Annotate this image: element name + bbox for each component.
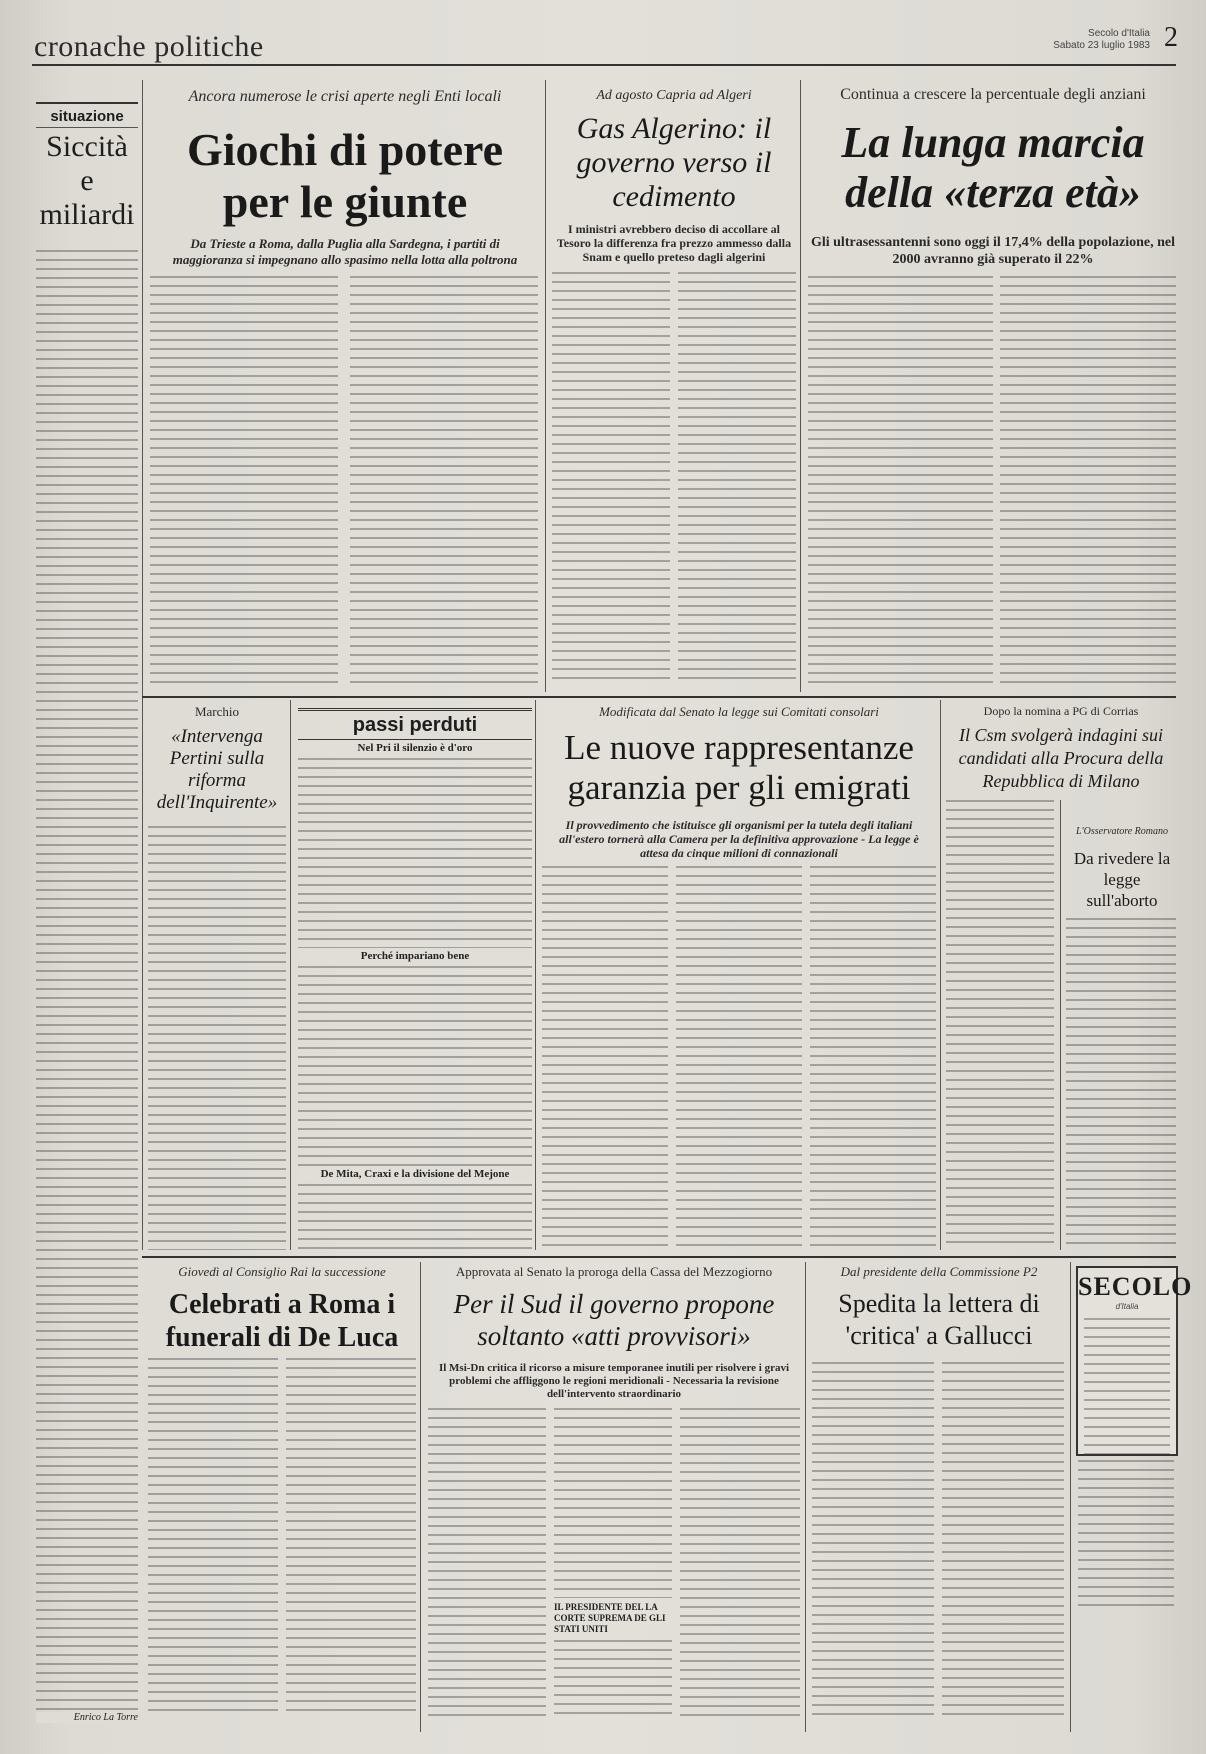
giunte-body-col2 <box>350 276 538 686</box>
passi-label: passi perduti <box>352 714 478 736</box>
passi-body-3 <box>298 1184 532 1250</box>
anziani-body-col1 <box>808 276 993 686</box>
deluca-title: Celebrati a Roma i funerali di De Luca <box>165 1289 399 1353</box>
masthead-info <box>1053 28 1150 52</box>
section-rule <box>142 696 1176 698</box>
column-divider <box>290 700 291 1250</box>
column-divider <box>940 700 941 1250</box>
header-rule <box>32 64 1176 66</box>
emigrati-body-col3 <box>810 866 936 1250</box>
secolo-logo: SECOLO <box>1078 1272 1193 1301</box>
giunte-kicker: Ancora numerose le crisi aperte negli Enti locali <box>188 88 502 105</box>
deluca-body-col2 <box>286 1358 416 1718</box>
gas-body-col2 <box>678 272 796 686</box>
marchio-body <box>148 826 286 1250</box>
secolo-credits <box>1084 1318 1170 1458</box>
gas-kicker: Ad agosto Capria ad Algeri <box>596 88 752 103</box>
sud-body-col2b <box>554 1640 672 1718</box>
deluca-body-col1 <box>148 1358 278 1718</box>
anziani-subtitle: Gli ultrasessantenni sono oggi il 17,4% della popolazione, nel 2000 avranno già superato il 22% <box>810 235 1176 267</box>
sud-title: Per il Sud il governo propone soltanto «atti provvisori» <box>453 1289 775 1351</box>
emigrati-body-col2 <box>676 866 802 1250</box>
column-divider <box>420 1262 421 1732</box>
aborto-body <box>1066 918 1176 1250</box>
aborto-kicker: L'Osservatore Romano <box>1075 826 1169 837</box>
section-title: cronache politiche <box>34 30 264 63</box>
secolo-masthead-box <box>1076 1266 1193 1456</box>
column-divider <box>535 700 536 1250</box>
situazione-block <box>36 102 138 238</box>
paper-name: Secolo d'Italia <box>1088 28 1150 39</box>
emigrati-kicker: Modificata dal Senato la legge sui Comitati consolari <box>599 704 879 719</box>
passi-headline-2: Perché impariano bene <box>298 950 532 962</box>
anziani-title: La lunga marcia della «terza età» <box>841 118 1145 217</box>
marchio-title: «Intervenga Pertini sulla riforma dell'Inquirente» <box>156 726 278 813</box>
marchio-kicker: Marchio <box>194 704 240 719</box>
passi-header <box>298 708 532 740</box>
secolo-subtitle: d'Italia <box>1115 1302 1139 1311</box>
gallucci-kicker: Dal presidente della Commissione P2 <box>840 1264 1038 1279</box>
secolo-info-body <box>1078 1460 1174 1610</box>
passi-headline-3: De Mita, Craxi e la divisione del Mejone <box>298 1168 532 1180</box>
csm-kicker: Dopo la nomina a PG di Corrias <box>983 704 1139 718</box>
column-divider <box>805 1262 806 1732</box>
sud-body-col1 <box>428 1408 546 1718</box>
emigrati-subtitle: Il provvedimento che istituisce gli organismi per la tutela degli italiani all'estero tornerà alla Camera per la definitiva approvazione - La legge è attesa da cinque milioni di connazionali <box>559 818 919 860</box>
column-divider <box>800 80 801 692</box>
column-divider <box>545 80 546 692</box>
giunte-body-col1 <box>150 276 338 686</box>
situazione-label: situazione <box>50 108 124 125</box>
passi-body-1 <box>298 758 532 948</box>
aborto-title: Da rivedere la legge sull'aborto <box>1073 849 1171 910</box>
section-rule <box>142 1256 1176 1258</box>
page-number: 2 <box>1164 22 1178 53</box>
emigrati-title: Le nuove rappresentanze garanzia per gli emigrati <box>564 728 914 807</box>
giunte-subtitle: Da Trieste a Roma, dalla Puglia alla Sardegna, i partiti di maggioranza si impegnano allo spasimo nella lotta alla poltrona <box>172 236 518 267</box>
column-divider <box>142 80 143 1250</box>
column-divider <box>1070 1262 1071 1732</box>
deluca-kicker: Giovedì al Consiglio Rai la successione <box>178 1264 386 1279</box>
gallucci-body-col2 <box>942 1362 1064 1718</box>
csm-body <box>946 800 1054 1250</box>
anziani-body-col2 <box>1000 276 1176 686</box>
column-divider <box>1060 800 1061 1250</box>
sud-inline-headline: IL PRESIDENTE DEL LA CORTE SUPREMA DE GLI STATI UNITI <box>554 1602 666 1634</box>
csm-title: Il Csm svolgerà indagini sui candidati alla Procura della Repubblica di Milano <box>958 725 1164 791</box>
gas-body-col1 <box>552 272 670 686</box>
gas-subtitle: I ministri avrebbero deciso di accollare al Tesoro la differenza fra prezzo ammesso dalla Snam e quello preteso dagli algerini <box>556 222 792 264</box>
passi-body-2 <box>298 966 532 1166</box>
sud-body-col3 <box>680 1408 800 1718</box>
issue-date: Sabato 23 luglio 1983 <box>1053 40 1150 51</box>
sud-subtitle: Il Msi-Dn critica il ricorso a misure temporanee inutili per risolvere i gravi problemi che affliggono le regioni meridionali - Necessaria la revisione dell'intervento straordinario <box>438 1362 790 1400</box>
sud-body-col2 <box>554 1408 672 1598</box>
anziani-kicker: Continua a crescere la percentuale degli anziani <box>840 86 1146 103</box>
emigrati-body-col1 <box>542 866 668 1250</box>
gallucci-body-col1 <box>812 1362 934 1718</box>
gas-title: Gas Algerino: il governo verso il cedimento <box>576 112 772 213</box>
situazione-title: Siccità e miliardi <box>36 127 138 238</box>
giunte-title: Giochi di potere per le giunte <box>186 124 504 227</box>
situazione-body <box>36 250 138 1710</box>
sud-kicker: Approvata al Senato la proroga della Cassa del Mezzogiorno <box>455 1264 773 1279</box>
passi-headline-1: Nel Pri il silenzio è d'oro <box>298 742 532 754</box>
situazione-author: Enrico La Torre <box>36 1712 138 1723</box>
gallucci-title: Spedita la lettera di 'critica' a Gallucci <box>838 1289 1040 1350</box>
